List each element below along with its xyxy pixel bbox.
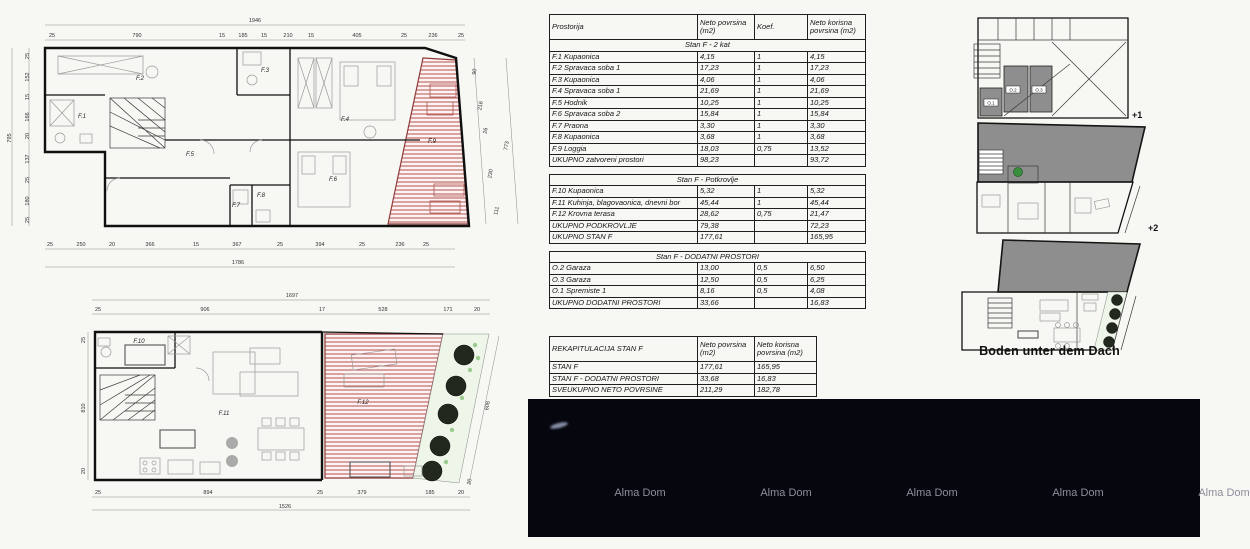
room-label: F.7	[232, 203, 240, 209]
dim-row-top	[95, 307, 480, 313]
dim-label: 20	[473, 307, 481, 313]
col-header: Neto korisna povrsina (m2)	[755, 337, 817, 362]
table-cell: 177,61	[698, 232, 755, 244]
table-cell: 4,06	[698, 74, 755, 86]
table-cell: F.2 Spravaca soba 1	[550, 63, 698, 75]
table-cell: STAN F - DODATNI PROSTORI	[550, 373, 698, 385]
dim-label: 25	[358, 242, 366, 248]
furniture	[1018, 294, 1098, 349]
dim-label: 15	[218, 33, 226, 39]
table-cell: 0,5	[755, 263, 808, 275]
dim-label: 25	[25, 52, 31, 60]
table-cell: 45,44	[698, 197, 755, 209]
table-row	[550, 232, 866, 244]
table-cell: 5,32	[808, 186, 866, 198]
dim-row-bottom	[47, 242, 429, 248]
table-cell: F.8 Kupaonica	[550, 132, 698, 144]
dim-col-right	[472, 68, 501, 215]
dim-label: 25	[25, 176, 31, 184]
room-label: F.10	[133, 339, 145, 345]
light-smudge	[550, 421, 569, 430]
dim-total-right: 773	[503, 140, 511, 151]
furniture	[982, 195, 1110, 219]
section-row	[550, 251, 866, 263]
dim-label: 810	[81, 403, 87, 413]
room-label: F.5	[186, 152, 194, 158]
table-cell: UKUPNO PODKROVLJE	[550, 220, 698, 232]
dim-label: 210	[283, 33, 293, 39]
table-row	[550, 155, 866, 167]
area-tables	[549, 14, 869, 404]
roof-plan-caption: Boden unter dem Dach	[979, 344, 1120, 358]
dim-label: 20	[457, 490, 465, 496]
room-label: O.1	[987, 100, 995, 106]
dim-label: 790	[132, 33, 142, 39]
table-row	[550, 120, 866, 132]
dim-total-left: 795	[7, 133, 13, 143]
dim-label: 166	[25, 112, 31, 122]
stairs	[110, 98, 165, 148]
col-header: Neto povrsina (m2)	[698, 15, 755, 40]
watermark: Alma Dom	[1198, 487, 1250, 499]
table-cell: 1	[755, 186, 808, 198]
dim-label: 180	[25, 196, 31, 206]
table-cell: 6,25	[808, 274, 866, 286]
table-cell: SVEUKUPNO NETO POVRSINE	[550, 385, 698, 397]
dim-total-bottom: 1526	[278, 504, 292, 510]
dim-label: 20	[81, 467, 87, 475]
table-cell: O.2 Garaza	[550, 263, 698, 275]
table-cell: F.3 Kupaonica	[550, 74, 698, 86]
area-table-dodatni	[549, 251, 866, 310]
floor-label-plus1: +1	[1132, 110, 1143, 120]
table-cell: 13,52	[808, 143, 866, 155]
dim-label: 90	[471, 68, 479, 76]
table-cell: 177,61	[698, 362, 755, 374]
room-label: O.3	[1035, 87, 1043, 93]
recap-title: REKAPITULACIJA STAN F	[550, 337, 698, 362]
dim-label: 25	[46, 242, 54, 248]
dim-label: 379	[357, 490, 367, 496]
table-cell: O.3 Garaza	[550, 274, 698, 286]
roof-gray-area	[998, 240, 1140, 292]
table-row	[550, 362, 817, 374]
floor-plan-potkrovlje	[81, 293, 499, 510]
table-cell: 1	[755, 74, 808, 86]
dim-label: 137	[25, 154, 31, 164]
table-cell: 33,66	[698, 297, 755, 309]
table-cell	[755, 297, 808, 309]
table-cell: 15,84	[698, 109, 755, 121]
watermark: Alma Dom	[906, 487, 958, 499]
table-row	[550, 220, 866, 232]
table-cell: 1	[755, 86, 808, 98]
table-cell: 211,29	[698, 385, 755, 397]
table-row	[550, 373, 817, 385]
table-cell: 165,95	[808, 232, 866, 244]
table-cell: 5,32	[698, 186, 755, 198]
site-plan-floor	[977, 123, 1158, 233]
table-cell: 1	[755, 109, 808, 121]
stairs	[100, 375, 155, 420]
table-cell: O.1 Spremiste 1	[550, 286, 698, 298]
dim-label: 608	[484, 400, 492, 411]
table-row	[550, 209, 866, 221]
table-cell: UKUPNO STAN F	[550, 232, 698, 244]
dim-label: 394	[315, 242, 325, 248]
furniture	[50, 52, 395, 222]
dim-label: 25	[48, 33, 56, 39]
table-row	[550, 51, 866, 63]
dim-label: 15	[192, 242, 200, 248]
table-row	[550, 186, 866, 198]
table-row	[550, 97, 866, 109]
dim-label: 25	[81, 336, 87, 344]
site-plan-garage	[974, 18, 1142, 120]
room-label: F.9	[428, 139, 436, 145]
bedroom-band	[977, 182, 1133, 233]
table-cell: 21,69	[808, 86, 866, 98]
table-cell	[755, 220, 808, 232]
dim-label: 25	[94, 307, 102, 313]
table-row	[550, 74, 866, 86]
room-label: F.4	[341, 117, 349, 123]
recap-table	[549, 336, 817, 397]
dim-label: 15	[25, 93, 31, 101]
dim-label: 236	[395, 242, 405, 248]
table-cell: 98,23	[698, 155, 755, 167]
outer-walls	[95, 332, 322, 480]
table-cell: 1	[755, 63, 808, 75]
room-label: F.3	[261, 68, 269, 74]
table-row	[550, 197, 866, 209]
section-title: Stan F - Potkrovlje	[550, 174, 866, 186]
room-label: F.6	[329, 177, 337, 183]
table-cell: 1	[755, 120, 808, 132]
room-label: F.1	[78, 114, 86, 120]
area-table-main	[549, 14, 866, 167]
table-row	[550, 385, 817, 397]
section-row	[550, 174, 866, 186]
dim-label: 528	[378, 307, 388, 313]
table-row	[550, 143, 866, 155]
dim-label: 25	[25, 216, 31, 224]
watermark: Alma Dom	[614, 487, 666, 499]
table-cell: 13,00	[698, 263, 755, 275]
room-label: O.2	[1009, 87, 1017, 93]
dim-label: 17	[318, 307, 326, 313]
table-cell: F.11 Kuhinja, blagovaonica, dnevni bor	[550, 197, 698, 209]
table-cell: 4,06	[808, 74, 866, 86]
table-cell: 79,38	[698, 220, 755, 232]
table-cell: 3,68	[808, 132, 866, 144]
table-row	[550, 297, 866, 309]
tree	[1014, 168, 1023, 177]
section-title: Stan F - DODATNI PROSTORI	[550, 251, 866, 263]
table-cell: 28,62	[698, 209, 755, 221]
table-cell: 182,78	[755, 385, 817, 397]
col-header: Koef.	[755, 15, 808, 40]
furniture	[98, 336, 304, 474]
dim-label: 26	[482, 127, 490, 135]
dim-label: 366	[145, 242, 155, 248]
table-cell	[755, 232, 808, 244]
floor-label-plus2: +2	[1148, 223, 1159, 233]
table-cell: 8,16	[698, 286, 755, 298]
table-cell: 12,50	[698, 274, 755, 286]
dim-label: 25	[457, 33, 465, 39]
dim-label: 185	[425, 490, 435, 496]
table-cell: F.7 Praona	[550, 120, 698, 132]
site-plan-roof	[962, 240, 1140, 350]
dim-label: 25	[316, 490, 324, 496]
section-title: Stan F - 2 kat	[550, 40, 866, 52]
table-cell: F.4 Spravaca soba 1	[550, 86, 698, 98]
table-cell: 21,69	[698, 86, 755, 98]
dim-label: 250	[76, 242, 86, 248]
dim-label: 25	[422, 242, 430, 248]
table-cell: 45,44	[808, 197, 866, 209]
floor-plans-left	[0, 0, 545, 549]
table-cell: STAN F	[550, 362, 698, 374]
dark-footer-band	[528, 399, 1250, 537]
dim-label: 20	[25, 132, 31, 140]
dim-total-top: 1697	[285, 293, 299, 299]
table-row	[550, 132, 866, 144]
dim-row-top	[49, 33, 464, 39]
table-cell: F.6 Spravaca soba 2	[550, 109, 698, 121]
dim-total-top: 1946	[248, 18, 262, 24]
col-header: Neto povrsina (m2)	[698, 337, 755, 362]
site-plans-right	[960, 0, 1200, 400]
table-cell: 3,68	[698, 132, 755, 144]
dim-label: 152	[25, 72, 31, 82]
table-cell: UKUPNO DODATNI PROSTORI	[550, 297, 698, 309]
dim-label: 25	[276, 242, 284, 248]
table-cell: 10,25	[808, 97, 866, 109]
table-cell: 0,5	[755, 286, 808, 298]
dim-label: 171	[443, 307, 453, 313]
room-label: F.12	[357, 400, 369, 406]
table-cell: 165,95	[755, 362, 817, 374]
table-row	[550, 63, 866, 75]
table-cell: 1	[755, 97, 808, 109]
stairs	[979, 150, 1003, 174]
room-label: F.8	[257, 193, 265, 199]
dim-label: 185	[238, 33, 248, 39]
table-cell: UKUPNO zatvoreni prostori	[550, 155, 698, 167]
table-cell: 0,75	[755, 209, 808, 221]
room-label: F.11	[218, 411, 230, 417]
dim-col-left	[25, 53, 31, 223]
table-cell: 16,83	[755, 373, 817, 385]
table-cell: 6,50	[808, 263, 866, 275]
dim-label: 894	[203, 490, 213, 496]
dim-col-left	[81, 337, 87, 474]
table-cell: F.1 Kupaonica	[550, 51, 698, 63]
table-cell	[755, 155, 808, 167]
table-cell: 16,83	[808, 297, 866, 309]
table-cell: 15,84	[808, 109, 866, 121]
dim-label: 367	[232, 242, 242, 248]
table-cell: 17,23	[808, 63, 866, 75]
table-cell: 4,15	[698, 51, 755, 63]
dim-label: 20	[466, 478, 474, 486]
table-cell: F.10 Kupaonica	[550, 186, 698, 198]
dim-label: 216	[477, 100, 485, 111]
table-cell: F.5 Hodnik	[550, 97, 698, 109]
interior-walls	[45, 48, 420, 226]
dim-row-bottom	[95, 490, 464, 496]
dim-label: 906	[200, 307, 210, 313]
table-cell: 1	[755, 197, 808, 209]
dim-label: 236	[428, 33, 438, 39]
table-row	[550, 263, 866, 275]
table-row	[550, 109, 866, 121]
table-cell: 4,15	[808, 51, 866, 63]
floor-plan-2kat	[7, 18, 518, 267]
dim-label: 405	[352, 33, 362, 39]
table-cell: 1	[755, 132, 808, 144]
dim-total-bottom: 1786	[231, 260, 245, 266]
table-cell: 0,5	[755, 274, 808, 286]
table-cell: 33,68	[698, 373, 755, 385]
table-row	[550, 86, 866, 98]
dim-label: 111	[493, 206, 501, 216]
section-row	[550, 40, 866, 52]
table-row	[550, 274, 866, 286]
dim-label: 15	[260, 33, 268, 39]
table-cell: 3,30	[698, 120, 755, 132]
dim-label: 25	[94, 490, 102, 496]
table-cell: 18,03	[698, 143, 755, 155]
table-cell: 72,23	[808, 220, 866, 232]
table-cell: 3,30	[808, 120, 866, 132]
watermark: Alma Dom	[760, 487, 812, 499]
table-cell: F.9 Loggia	[550, 143, 698, 155]
table-cell: 10,25	[698, 97, 755, 109]
table-cell: 4,08	[808, 286, 866, 298]
table-cell: 1	[755, 51, 808, 63]
table-cell: 93,72	[808, 155, 866, 167]
table-cell: F.12 Krovna terasa	[550, 209, 698, 221]
table-cell: 0,75	[755, 143, 808, 155]
area-table-potkrovlje	[549, 174, 866, 244]
col-header: Neto korisna povrsina (m2)	[808, 15, 866, 40]
table-row	[550, 286, 866, 298]
room-label: F.2	[136, 76, 144, 82]
table-cell: 17,23	[698, 63, 755, 75]
dim-label: 25	[400, 33, 408, 39]
table-cell: 21,47	[808, 209, 866, 221]
watermark: Alma Dom	[1052, 487, 1104, 499]
dim-label: 20	[108, 242, 116, 248]
dim-label: 230	[487, 168, 495, 179]
col-header: Prostorija	[550, 15, 698, 40]
dim-label: 15	[307, 33, 315, 39]
